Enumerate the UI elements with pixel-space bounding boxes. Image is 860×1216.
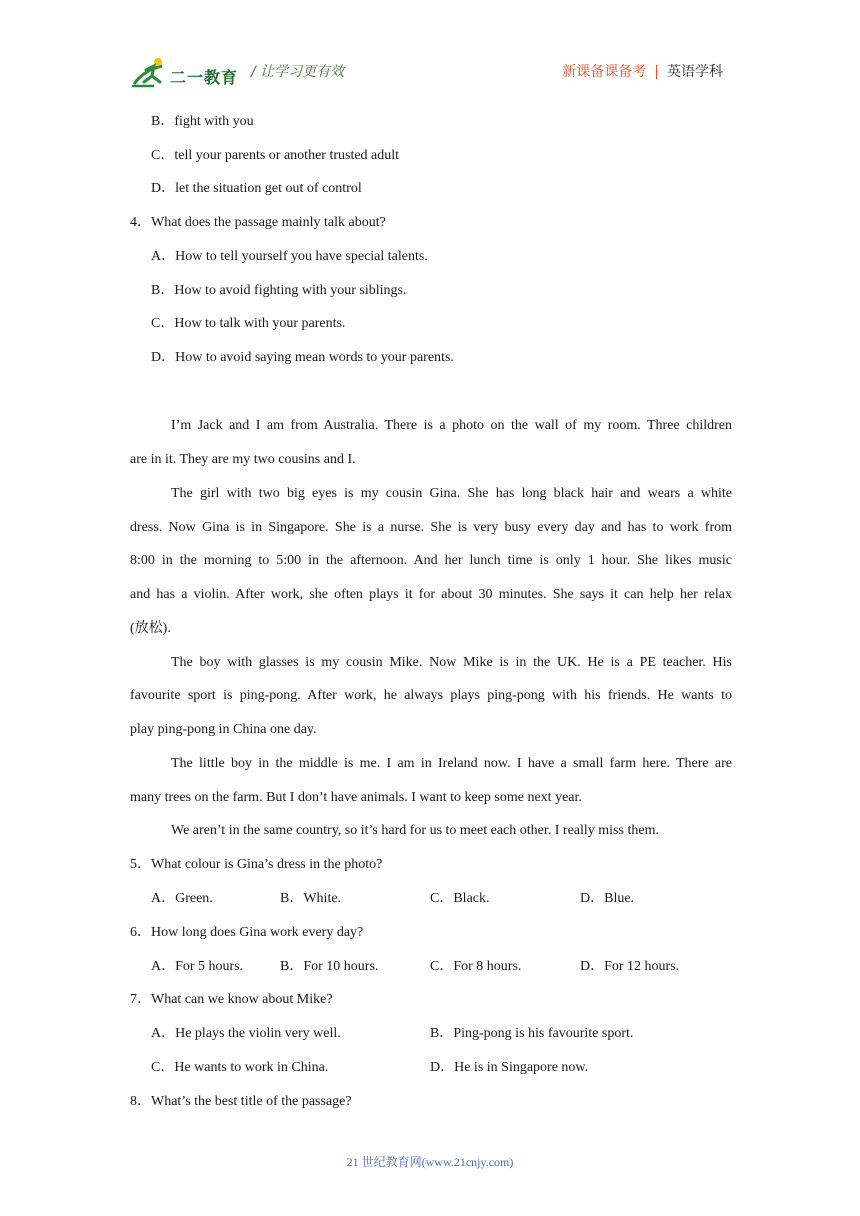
q5-question: 5．What colour is Gina’s dress in the photo? — [130, 857, 383, 872]
q8-question: 8．What’s the best title of the passage? — [130, 1094, 352, 1109]
q3-option-b: B．fight with you — [151, 114, 254, 129]
q7-option-d: D．He is in Singapore now. — [430, 1060, 589, 1075]
q5-option-c: C．Black. — [430, 891, 490, 906]
q5-option-b: B．White. — [280, 891, 342, 906]
q6-question: 6．How long does Gina work every day? — [130, 925, 364, 940]
q7-option-b: B．Ping-pong is his favourite sport. — [430, 1026, 634, 1041]
q7-question: 7．What can we know about Mike? — [130, 992, 333, 1007]
header-separator: | — [654, 64, 659, 80]
page-header — [0, 0, 860, 100]
passage-p2-line3: 8:00 in the morning to 5:00 in the afternoon. And her lunch time is only 1 hour. She likes music — [130, 553, 732, 568]
q4-option-d: D．How to avoid saying mean words to your parents. — [151, 350, 454, 365]
q6-option-c: C．For 8 hours. — [430, 959, 522, 974]
passage-p3-line3: play ping-pong in China one day. — [130, 722, 317, 737]
logo — [132, 56, 242, 90]
q3-option-c: C．tell your parents or another trusted adult — [151, 148, 400, 163]
passage-p2-line4: and has a violin. After work, she often plays it for about 30 minutes. She says it can help her relax — [130, 587, 732, 602]
q4-option-c: C．How to talk with your parents. — [151, 316, 346, 331]
q7-option-a: A．He plays the violin very well. — [151, 1026, 341, 1041]
passage-p5-line1: We aren’t in the same country, so it’s hard for us to meet each other. I really miss them. — [171, 823, 659, 838]
page-footer: 21 世纪教育网(www.21cnjy.com) — [346, 1155, 514, 1169]
q5-option-d: D．Blue. — [580, 891, 635, 906]
passage-p1-line1: I’m Jack and I am from Australia. There is a photo on the wall of my room. Three children — [171, 418, 732, 433]
passage-p2-line1: The girl with two big eyes is my cousin Gina. She has long black hair and wears a white — [171, 486, 732, 501]
q6-option-d: D．For 12 hours. — [580, 959, 680, 974]
q6-option-b: B．For 10 hours. — [280, 959, 379, 974]
passage-p1-line2: are in it. They are my two cousins and I. — [130, 452, 356, 467]
passage-p4-line2: many trees on the farm. But I don’t have animals. I want to keep some next year. — [130, 790, 582, 805]
passage-p4-line1: The little boy in the middle is me. I am in Ireland now. I have a small farm here. There are — [171, 756, 732, 771]
q3-option-d: D．let the situation get out of control — [151, 181, 362, 196]
q4-option-a: A．How to tell yourself you have special talents. — [151, 249, 428, 264]
course-label: 新课备课备考 — [562, 64, 647, 80]
q4-option-b: B．How to avoid fighting with your siblings. — [151, 283, 407, 298]
q4-question: 4．What does the passage mainly talk about? — [130, 215, 386, 230]
logo-text: 二一教育 — [170, 68, 239, 87]
passage-p2-line5: (放松). — [130, 621, 171, 636]
slogan: / 让学习更有效 — [251, 64, 345, 80]
runner-logo-icon — [132, 56, 172, 90]
passage-p3-line1: The boy with glasses is my cousin Mike. Now Mike is in the UK. He is a PE teacher. His — [171, 655, 732, 670]
q5-option-a: A．Green. — [151, 891, 213, 906]
passage-p3-line2: favourite sport is ping-pong. After work, he always plays ping-pong with his friends. He wants to — [130, 688, 732, 703]
q7-option-c: C．He wants to work in China. — [151, 1060, 329, 1075]
q6-option-a: A．For 5 hours. — [151, 959, 244, 974]
passage-p2-line2: dress. Now Gina is in Singapore. She is a nurse. She is very busy every day and has to work from — [130, 520, 732, 535]
subject-label: 英语学科 — [667, 64, 723, 80]
header-right — [562, 61, 723, 81]
